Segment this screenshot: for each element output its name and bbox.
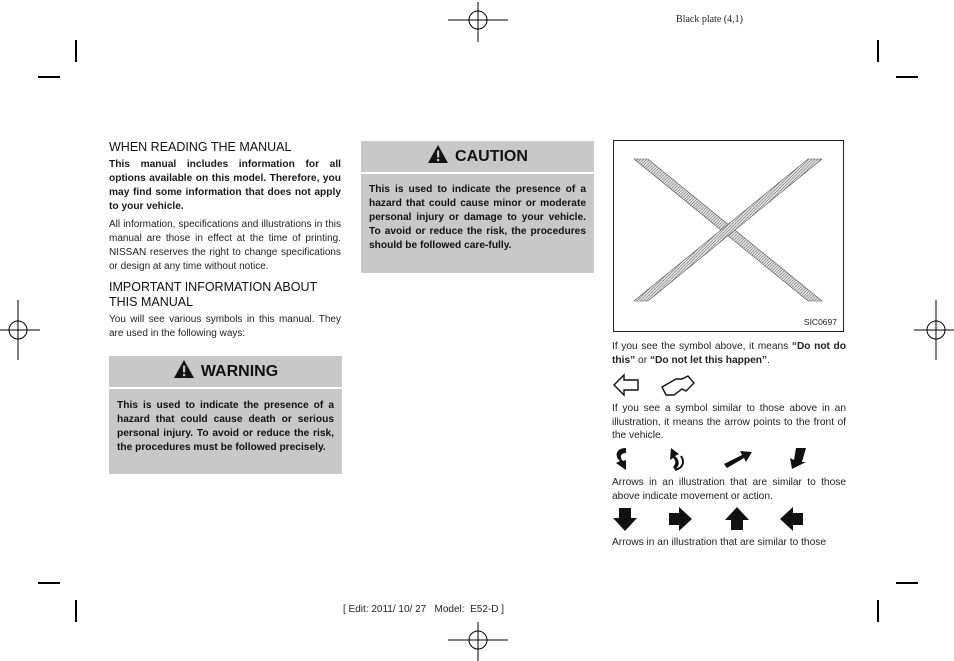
figure-code: SIC0697 [803, 317, 837, 327]
caution-box [361, 141, 594, 273]
edit-footer: [ Edit: 2011/ 10/ 27 Model: E52-D ] [343, 604, 505, 615]
section-heading: IMPORTANT INFORMATION ABOUT THIS MANUAL [109, 280, 317, 309]
do-not-symbol-figure [613, 140, 844, 332]
crop-mark [38, 76, 60, 78]
warning-text: This is used to indicate the presence of a hazard that could cause death or serious personal injury. To avoid or reduce the risk, the procedures must be followed precisely. [117, 400, 334, 453]
symbol-text: If you see the symbol above, it means [612, 341, 792, 352]
arrow-left-icon [779, 506, 805, 537]
cross-x-icon [614, 141, 842, 330]
bent-arrow-down-icon [786, 446, 808, 475]
registration-mark-bottom [448, 622, 508, 661]
crop-mark [877, 600, 879, 622]
caution-text: This is used to indicate the presence of a hazard that could cause minor or moderate personal injury or damage to your vehicle. To avoid or reduce the risk, the procedures should be followed care-fully. [369, 184, 586, 251]
plate-label: Black plate (4,1) [676, 14, 743, 25]
symbol-text-end: . [767, 354, 770, 366]
symbol-text-or: or [635, 354, 650, 366]
caution-header [361, 141, 594, 174]
crop-mark [896, 76, 918, 78]
crop-mark [896, 582, 918, 584]
symbol-meaning-text [612, 340, 846, 367]
registration-mark-left [0, 300, 40, 360]
diagonal-arrow-icon [722, 448, 754, 475]
registration-mark-top [448, 2, 508, 42]
warning-box [109, 356, 342, 474]
warning-title: WARNING [200, 362, 279, 380]
warning-triangle-icon [173, 359, 195, 384]
crop-mark [75, 40, 77, 62]
crop-mark [877, 40, 879, 62]
section-heading: WHEN READING THE MANUAL [109, 140, 292, 154]
outline-angled-arrow-icon [660, 375, 696, 402]
outline-left-arrow-icon [612, 373, 640, 402]
specifications-notice: All information, specifications and illustrations in this manual are those in effect at the time of printing. NISSAN reserves the right to change specifications or design at any time without notice. [109, 219, 341, 272]
arrow-right-icon [667, 506, 693, 537]
front-arrow-text: If you see a symbol similar to those above in an illustration, it means the arrow points to the front of the vehicle. [612, 403, 846, 441]
crop-mark [75, 600, 77, 622]
registration-mark-right [914, 300, 954, 360]
warning-header [109, 356, 342, 389]
caution-triangle-icon [427, 144, 449, 169]
curved-arrow-down-icon [612, 446, 634, 477]
last-arrow-text: Arrows in an illustration that are similar to those [612, 537, 827, 548]
crop-mark [38, 582, 60, 584]
arrow-up-icon [724, 506, 750, 537]
left-column [109, 140, 341, 345]
options-notice: This manual includes information for all options available on this model. Therefore, you may find some information that does not apply to your vehicle. [109, 159, 341, 212]
movement-text: Arrows in an illustration that are similar to those above indicate movement or action. [612, 477, 846, 502]
arrow-down-icon [612, 506, 638, 537]
symbols-intro: You will see various symbols in this manual. They are used in the following ways: [109, 314, 341, 339]
caution-title: CAUTION [455, 147, 528, 165]
do-not-let-this-happen: “Do not let this happen” [649, 354, 768, 366]
curved-arrow-up-icon [667, 446, 689, 477]
do-not-do-this: “Do not do this” [612, 341, 846, 366]
